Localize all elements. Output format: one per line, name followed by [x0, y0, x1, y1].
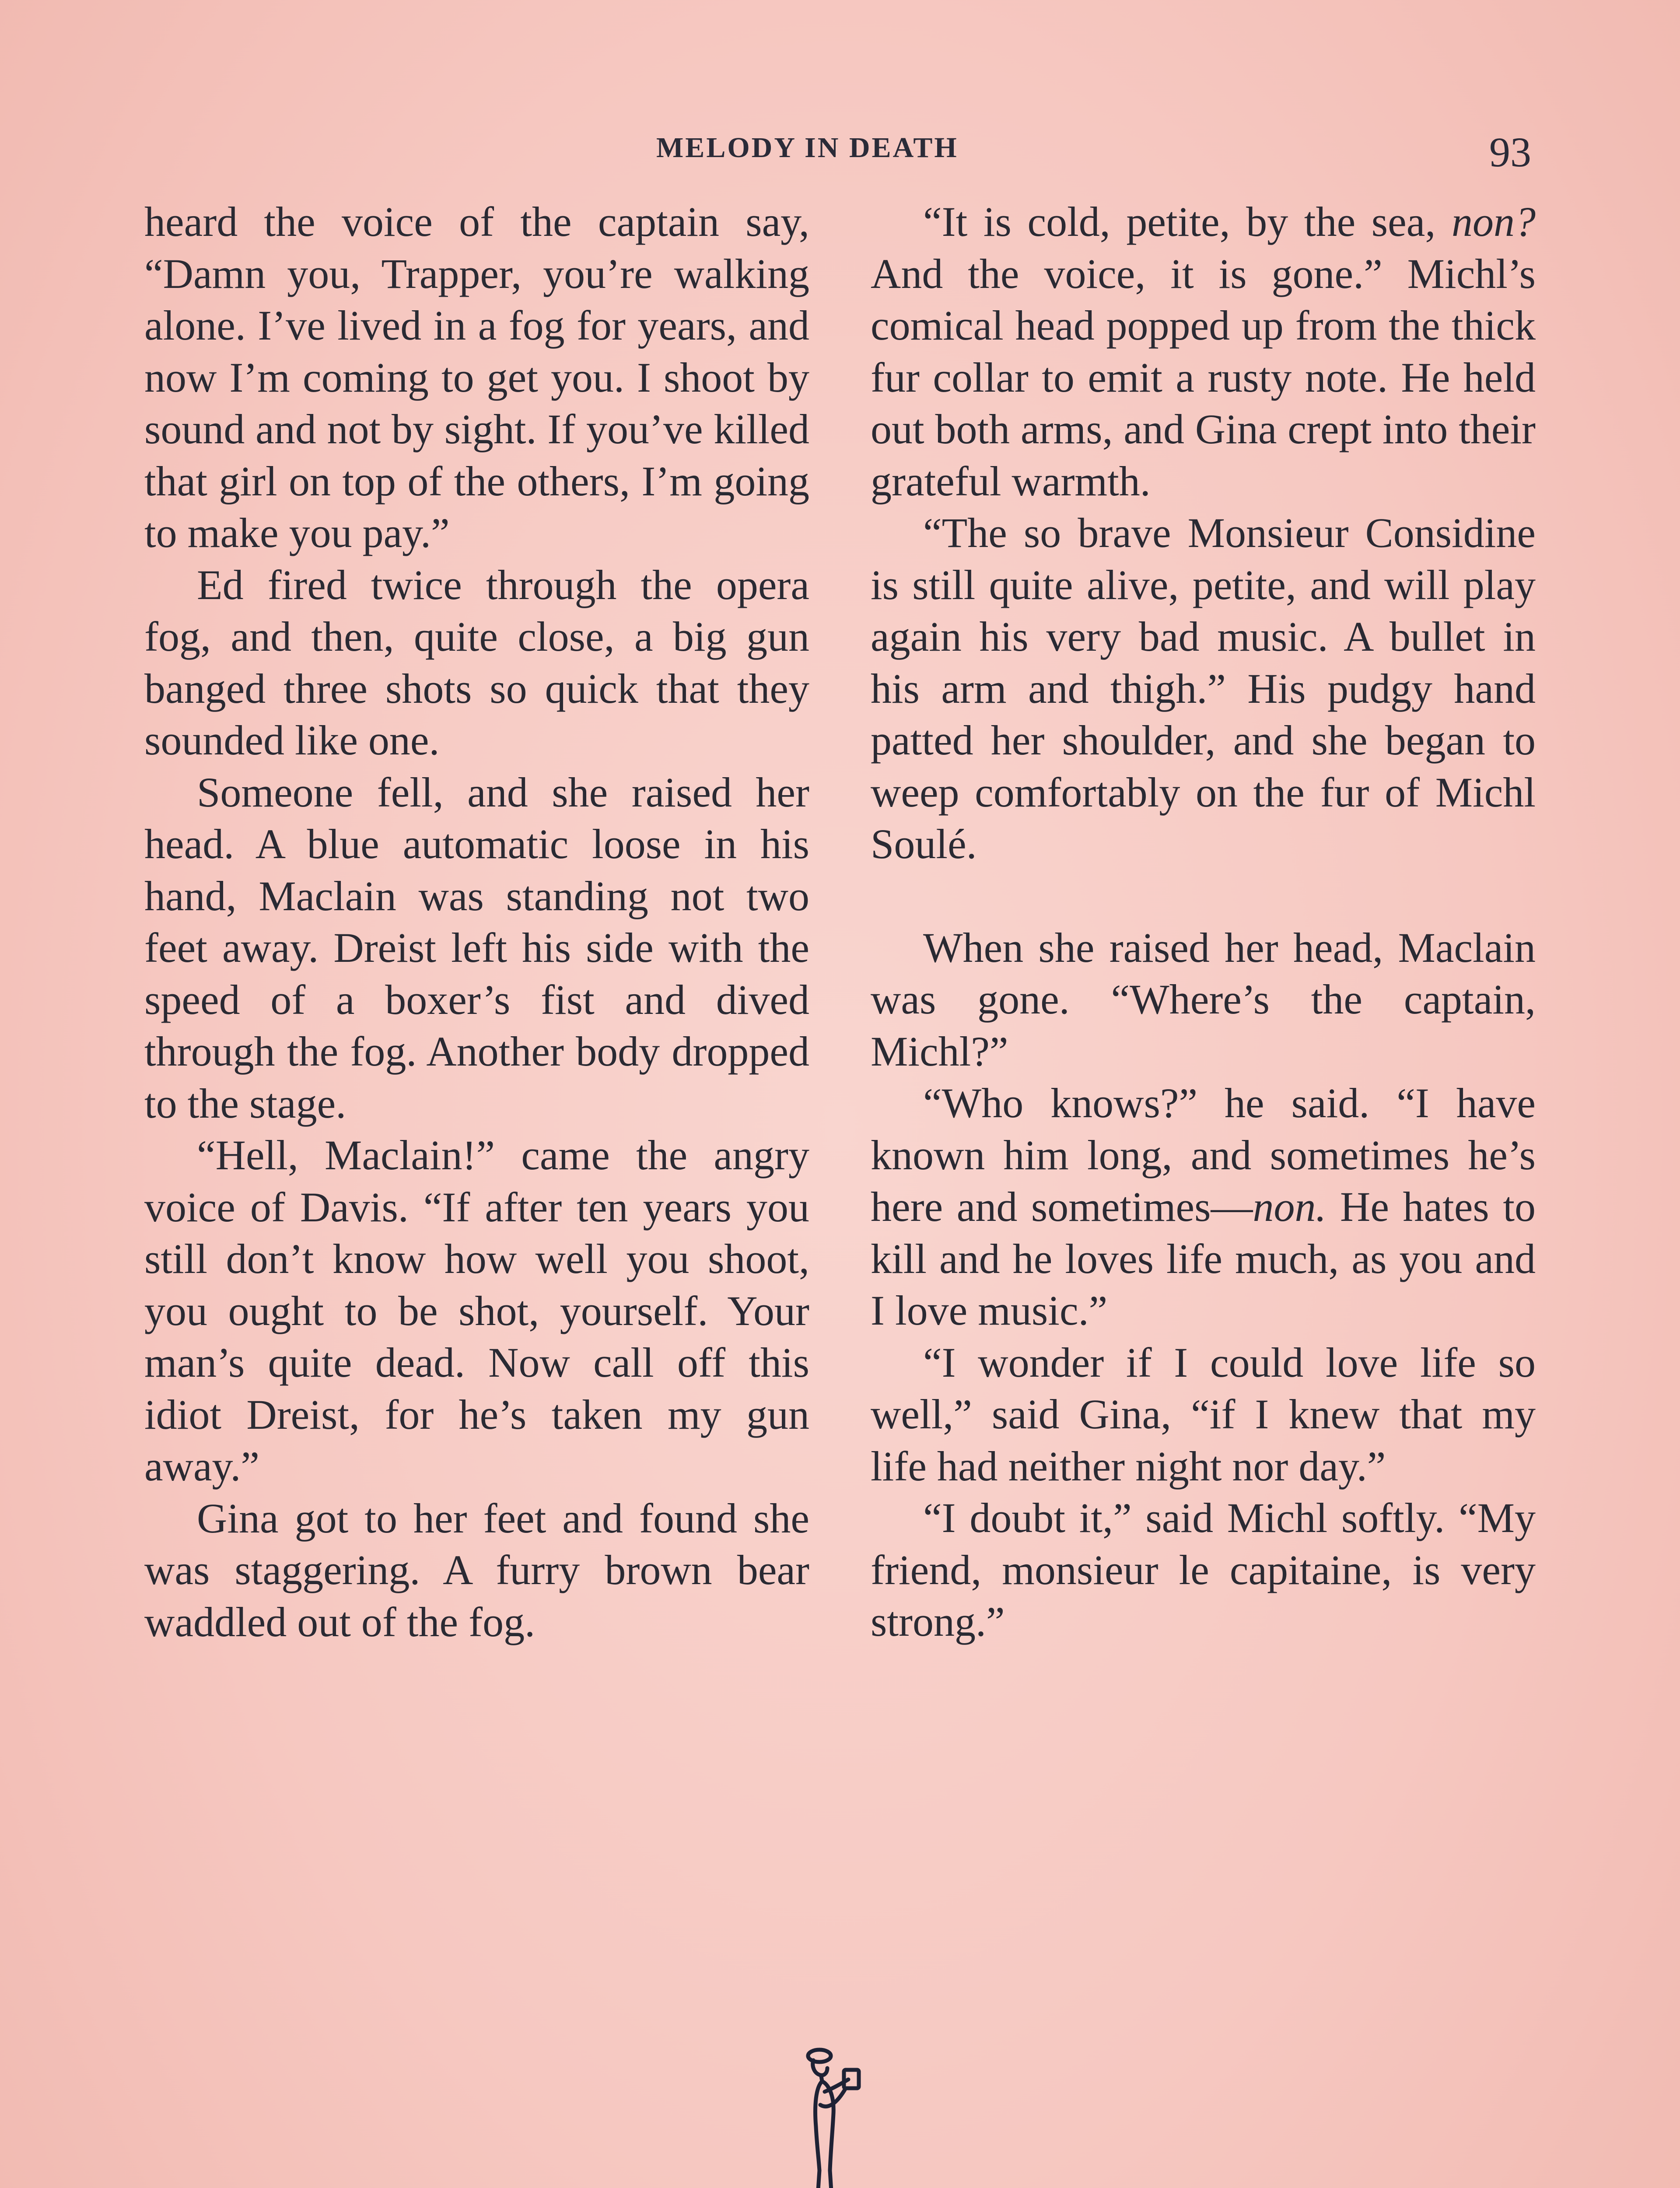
blind-man-figure-icon: [794, 2039, 868, 2188]
paragraph: “Who knows?” he said. “I have known him long, and sometimes he’s here and sometimes—non. He hates to kill and he loves life much, as you and I love music.”: [871, 1080, 1536, 1334]
paragraph: Someone fell, and she raised her head. A blue automatic loose in his hand, Maclain was standing not two feet away. Dreist left his side with the speed of a boxer’s fist and dived through the fog. Another body dropped to the stage.: [144, 768, 809, 1127]
paragraph: “I doubt it,” said Michl softly. “My friend, monsieur le capitaine, is very strong.”: [871, 1494, 1536, 1645]
paragraph: “The so brave Monsieur Considine is still quite alive, petite, and will play again his very bad music. A bullet in his arm and thigh.” His pudgy hand patted her shoulder, and she began to weep comfortably on the fur of Michl Soulé.: [871, 509, 1536, 867]
paragraph: When she raised her head, Maclain was gone. “Where’s the captain, Michl?”: [871, 924, 1536, 1075]
paragraph: heard the voice of the captain say, “Damn you, Trapper, you’re walking alone. I’ve lived in a fog for years, and now I’m coming to get you. I shoot by sound and not by sight. If you’ve killed that girl on top of the others, I’m going to make you pay.”: [144, 198, 809, 556]
running-title: MELODY IN DEATH: [656, 132, 959, 164]
paragraph: Gina got to her feet and found she was staggering. A furry brown bear waddled out of the fog.: [144, 1494, 809, 1645]
paragraph: “Hell, Maclain!” came the angry voice of Davis. “If after ten years you still don’t know how well you shoot, you ought to be shot, yourself. Your man’s quite dead. Now call off this idiot Dreist, for he’s taken my gun away.”: [144, 1132, 809, 1490]
paragraph: Ed fired twice through the opera fog, and then, quite close, a big gun banged three shots so quick that they sounded like one.: [144, 561, 809, 764]
left-text-column: [144, 196, 809, 1648]
paragraph: “It is cold, petite, by the sea, non? And the voice, it is gone.” Michl’s comical head popped up from the thick fur collar to emit a rusty note. He held out both arms, and Gina crept into their grateful warmth.: [871, 198, 1536, 505]
right-text-column: [871, 196, 1536, 1648]
paragraph: “I wonder if I could love life so well,” said Gina, “if I knew that my life had neither night nor day.”: [871, 1339, 1536, 1490]
page-number: 93: [1489, 129, 1531, 175]
